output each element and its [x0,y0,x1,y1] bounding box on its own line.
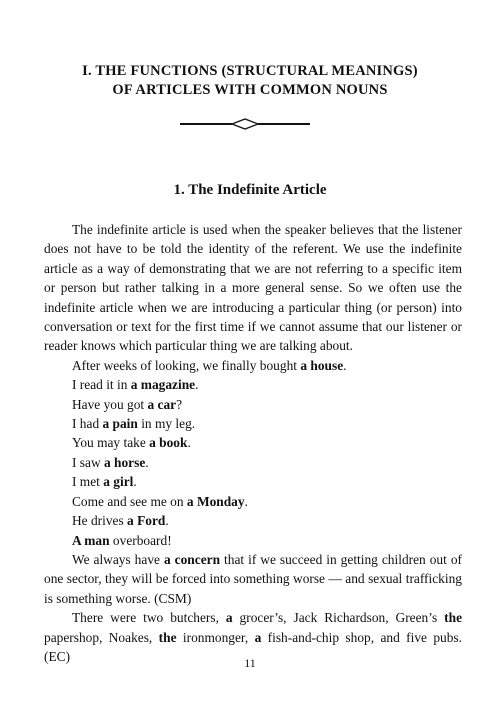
example-sentence: A man overboard! [72,532,172,548]
section-title: 1. The Indefinite Article [173,182,327,198]
butchers-paragraph: There were two butchers, a grocer’s, Jack Richardson, Green’s the papershop, Noakes, the ironmonger, a fish-and-chip shop, and five pubs. (EC) [44,610,463,664]
page-number: 11 [244,656,256,670]
example-sentence: I saw a horse. [72,454,149,470]
body-text [44,220,462,666]
example-sentence: I read it in a magazine. [72,377,199,393]
chapter-title-line-1: I. THE FUNCTIONS (STRUCTURAL MEANINGS) [82,63,418,79]
example-sentence: You may take a book. [72,435,191,451]
example-list [44,356,462,550]
example-sentence: Have you got a car? [72,396,183,412]
ornament-divider [180,117,310,131]
intro-paragraph: The indefinite article is used when the speaker believes that the listener does not have to be told the identity of the referent. We use the indefinite article as a way of demonstrating that we are not referring to a specific item or person but rather talking in a more general sense. So we often use the indefinite article when we are introducing a particular thing (or person) into conversation or text for the first time if we cannot assume that our listener or reader knows which particular thing we are talking about. [44,222,462,354]
example-sentence: I had a pain in my leg. [72,416,196,432]
chapter-title-line-2: OF ARTICLES WITH COMMON NOUNS [112,82,388,98]
example-sentence: I met a girl. [72,474,137,490]
example-sentence: After weeks of looking, we finally bought a house. [72,357,347,373]
example-sentence: He drives a Ford. [72,513,169,529]
chapter-title [40,62,460,100]
example-sentence: Come and see me on a Monday. [72,493,248,509]
concern-paragraph: We always have a concern that if we succeed in getting children out of one sector, they will be forced into something worse — and sexual trafficking is something worse. (CSM) [44,551,462,606]
